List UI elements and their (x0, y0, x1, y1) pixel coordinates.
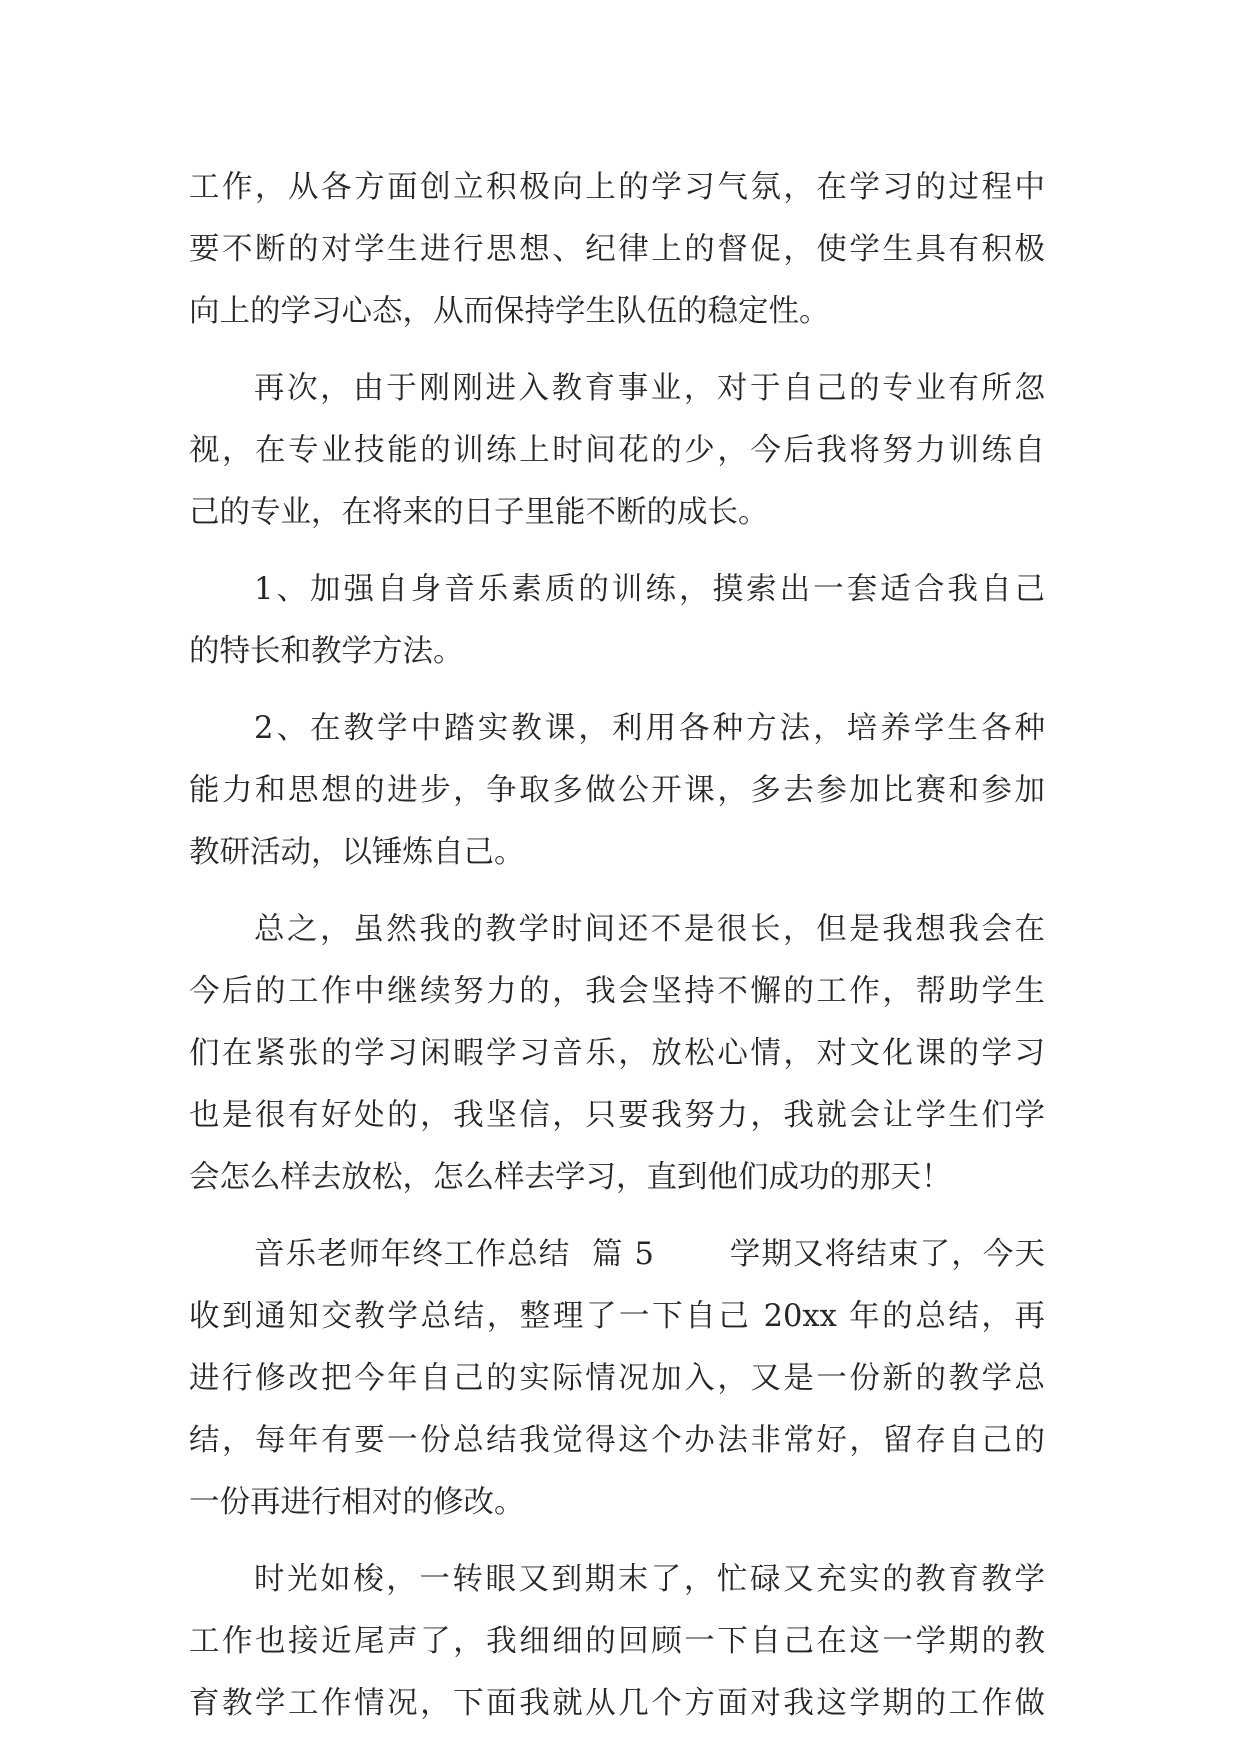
text-line: 音乐老师年终工作总结 篇 5 学期又将结束了，今天 (254, 1237, 1045, 1272)
text-line: 工作，从各方面创立积极向上的学习气氛，在学习的过程中 (189, 170, 1045, 205)
text-line: 结，每年有要一份总结我觉得这个办法非常好，留存自己的 (189, 1423, 1045, 1458)
text-line: 进行修改把今年自己的实际情况加入，又是一份新的教学总 (189, 1361, 1045, 1396)
text-line: 1、加强自身音乐素质的训练，摸索出一套适合我自己 (254, 572, 1045, 607)
text-line: 们在紧张的学习闲暇学习音乐，放松心情，对文化课的学习 (189, 1036, 1045, 1071)
text-line: 今后的工作中继续努力的，我会坚持不懈的工作，帮助学生 (189, 974, 1045, 1009)
text-line: 育教学工作情况，下面我就从几个方面对我这学期的工作做 (189, 1686, 1045, 1721)
text-line: 再次，由于刚刚进入教育事业，对于自己的专业有所忽 (254, 371, 1045, 406)
text-line: 工作也接近尾声了，我细细的回顾一下自己在这一学期的教 (189, 1624, 1045, 1659)
text-line: 总之，虽然我的教学时间还不是很长，但是我想我会在 (254, 912, 1045, 947)
text-line: 要不断的对学生进行思想、纪律上的督促，使学生具有积极 (189, 232, 1045, 267)
text-line: 也是很有好处的，我坚信，只要我努力，我就会让学生们学 (189, 1098, 1045, 1133)
text-line: 己的专业，在将来的日子里能不断的成长。 (189, 495, 769, 530)
text-line: 时光如梭，一转眼又到期末了，忙碌又充实的教育教学 (254, 1562, 1045, 1597)
text-line: 向上的学习心态，从而保持学生队伍的稳定性。 (189, 294, 830, 329)
text-line: 一份再进行相对的修改。 (189, 1485, 525, 1520)
text-line: 收到通知交教学总结，整理了一下自己 20xx 年的总结，再 (189, 1299, 1045, 1334)
text-line: 视，在专业技能的训练上时间花的少，今后我将努力训练自 (189, 433, 1045, 468)
text-line: 会怎么样去放松，怎么样去学习，直到他们成功的那天！ (189, 1160, 952, 1195)
text-line: 教研活动，以锤炼自己。 (189, 835, 525, 870)
text-line: 能力和思想的进步，争取多做公开课，多去参加比赛和参加 (189, 773, 1045, 808)
text-line: 的特长和教学方法。 (189, 634, 464, 669)
text-line: 2、在教学中踏实教课，利用各种方法，培养学生各种 (254, 711, 1045, 746)
